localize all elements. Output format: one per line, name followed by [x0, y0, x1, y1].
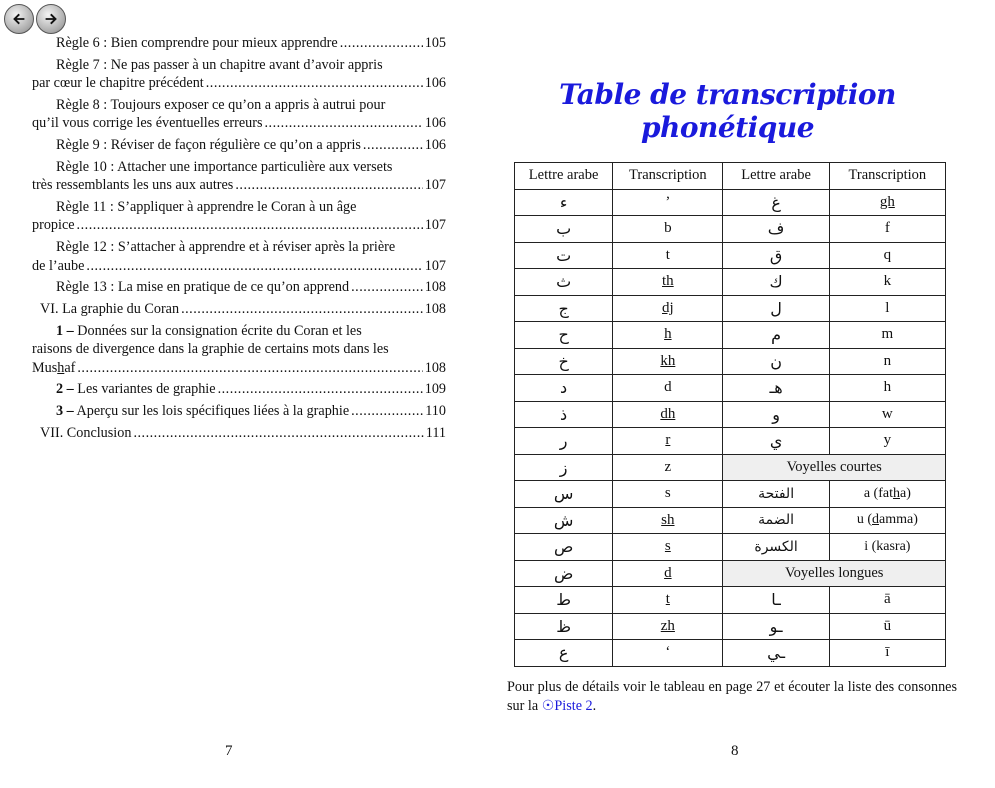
footnote: Pour plus de détails voir le tableau en page 27 et écouter la liste des consonnes sur la ☉Piste 2.	[507, 679, 957, 714]
vowel-transcription: a (fatha)	[829, 481, 945, 508]
header-arabic-letter-2: Lettre arabe	[723, 163, 829, 190]
toc-subsection-3[interactable]: 3 – Aperçu sur les lois spécifiques liées à la graphie ..... 110	[32, 402, 446, 421]
arabic-letter: ط	[515, 587, 613, 614]
vowel-transcription: ā	[829, 587, 945, 614]
long-vowels-header: Voyelles longues	[723, 560, 946, 587]
header-arabic-letter-1: Lettre arabe	[515, 163, 613, 190]
vowel-transcription: ū	[829, 613, 945, 640]
header-transcription-2: Transcription	[829, 163, 945, 190]
transcription: gh	[829, 189, 945, 216]
arabic-letter: ض	[515, 560, 613, 587]
toc-section-7[interactable]: VII. Conclusion ..... 111	[32, 424, 446, 443]
transcription: s	[613, 481, 723, 508]
toc-rule-11[interactable]: Règle 11 : S’appliquer à apprendre le Coran à un âge propice ..... 107	[32, 198, 446, 235]
table-row	[515, 640, 946, 667]
piste-2-link[interactable]: ☉Piste 2	[541, 697, 593, 714]
toc-section-6[interactable]: VI. La graphie du Coran ..... 108	[32, 300, 446, 319]
arabic-letter: هـ	[723, 375, 829, 402]
arrow-left-icon	[10, 10, 28, 28]
table-header-row	[515, 163, 946, 190]
back-button[interactable]	[4, 4, 34, 34]
toc-rule-10[interactable]: Règle 10 : Attacher une importance particulière aux versets très ressemblants les uns aux autres ..... 107	[32, 158, 446, 195]
table-row	[515, 322, 946, 349]
transcription: r	[613, 428, 723, 455]
arabic-letter: ص	[515, 534, 613, 561]
toc-rule-9[interactable]: Règle 9 : Réviser de façon régulière ce qu’on a appris ..... 106	[32, 136, 446, 155]
transcription: d	[613, 375, 723, 402]
table-row	[515, 348, 946, 375]
vowel-transcription: u (damma)	[829, 507, 945, 534]
transcription: ‘	[613, 640, 723, 667]
transcription: dh	[613, 401, 723, 428]
transcription: f	[829, 216, 945, 243]
forward-button[interactable]	[36, 4, 66, 34]
header-transcription-1: Transcription	[613, 163, 723, 190]
arabic-letter: خ	[515, 348, 613, 375]
transcription: dj	[613, 295, 723, 322]
transcription: z	[613, 454, 723, 481]
arabic-letter: ء	[515, 189, 613, 216]
arabic-letter: س	[515, 481, 613, 508]
table-row	[515, 481, 946, 508]
arabic-letter: ب	[515, 216, 613, 243]
toc-rule-6[interactable]: Règle 6 : Bien comprendre pour mieux apprendre ..... 105	[32, 34, 446, 53]
toc-rule-7[interactable]: Règle 7 : Ne pas passer à un chapitre avant d’avoir appris par cœur le chapitre précédent ..... 106	[32, 56, 446, 93]
toc-subsection-1[interactable]: 1 – Données sur la consignation écrite du Coran et les raisons de divergence dans la graphie de certains mots dans les Mushaf ..... 108	[32, 322, 446, 378]
table-row	[515, 189, 946, 216]
toc-subsection-2[interactable]: 2 – Les variantes de graphie ..... 109	[32, 380, 446, 399]
transcription: w	[829, 401, 945, 428]
arabic-letter: ث	[515, 269, 613, 296]
arabic-letter: د	[515, 375, 613, 402]
table-row	[515, 587, 946, 614]
transcription-table	[514, 162, 946, 667]
transcription: zh	[613, 613, 723, 640]
table-row	[515, 295, 946, 322]
transcription: t	[613, 587, 723, 614]
page-number-left: 7	[225, 743, 233, 759]
arabic-letter: ك	[723, 269, 829, 296]
page-number-right: 8	[731, 743, 739, 759]
transcription: h	[613, 322, 723, 349]
vowel-name-arabic: الفتحة	[723, 481, 829, 508]
toc-rule-13[interactable]: Règle 13 : La mise en pratique de ce qu’on apprend ..... 108	[32, 278, 446, 297]
vowel-transcription: ī	[829, 640, 945, 667]
toc-rule-8[interactable]: Règle 8 : Toujours exposer ce qu’on a appris à autrui pour qu’il vous corrige les éventuelles erreurs ..... 106	[32, 96, 446, 133]
arabic-letter: ذ	[515, 401, 613, 428]
transcription: s	[613, 534, 723, 561]
arabic-letter: ل	[723, 295, 829, 322]
arabic-letter: ج	[515, 295, 613, 322]
table-row	[515, 613, 946, 640]
transcription: d	[613, 560, 723, 587]
table-of-contents	[32, 34, 446, 445]
vowel-name-arabic: الضمة	[723, 507, 829, 534]
table-row	[515, 269, 946, 296]
table-row	[515, 401, 946, 428]
table-row	[515, 534, 946, 561]
arabic-letter: ز	[515, 454, 613, 481]
table-row	[515, 375, 946, 402]
arabic-letter: ظ	[515, 613, 613, 640]
transcription: l	[829, 295, 945, 322]
transcription: b	[613, 216, 723, 243]
arabic-letter: ع	[515, 640, 613, 667]
table-row	[515, 216, 946, 243]
toc-rule-12[interactable]: Règle 12 : S’attacher à apprendre et à réviser après la prière de l’aube ..... 107	[32, 238, 446, 275]
page-title: Table de transcription phonétique	[559, 78, 896, 144]
transcription: t	[613, 242, 723, 269]
transcription: q	[829, 242, 945, 269]
arabic-letter: ر	[515, 428, 613, 455]
transcription: th	[613, 269, 723, 296]
table-row	[515, 560, 946, 587]
arabic-letter: ت	[515, 242, 613, 269]
transcription: m	[829, 322, 945, 349]
transcription: sh	[613, 507, 723, 534]
table-row	[515, 242, 946, 269]
arabic-letter: م	[723, 322, 829, 349]
table-row	[515, 454, 946, 481]
arabic-letter: ح	[515, 322, 613, 349]
vowel-transcription: i (kasra)	[829, 534, 945, 561]
vowel-letter-arabic: ـي	[723, 640, 829, 667]
arrow-right-icon	[42, 10, 60, 28]
arabic-letter: ي	[723, 428, 829, 455]
short-vowels-header: Voyelles courtes	[723, 454, 946, 481]
transcription: k	[829, 269, 945, 296]
arabic-letter: غ	[723, 189, 829, 216]
table-row	[515, 428, 946, 455]
arabic-letter: ن	[723, 348, 829, 375]
transcription: kh	[613, 348, 723, 375]
transcription: y	[829, 428, 945, 455]
arabic-letter: ف	[723, 216, 829, 243]
vowel-name-arabic: الكسرة	[723, 534, 829, 561]
vowel-letter-arabic: ـا	[723, 587, 829, 614]
arabic-letter: و	[723, 401, 829, 428]
transcription: n	[829, 348, 945, 375]
navigation-buttons	[4, 4, 66, 34]
table-row	[515, 507, 946, 534]
vowel-letter-arabic: ـو	[723, 613, 829, 640]
transcription: h	[829, 375, 945, 402]
transcription: ’	[613, 189, 723, 216]
arabic-letter: ق	[723, 242, 829, 269]
arabic-letter: ش	[515, 507, 613, 534]
